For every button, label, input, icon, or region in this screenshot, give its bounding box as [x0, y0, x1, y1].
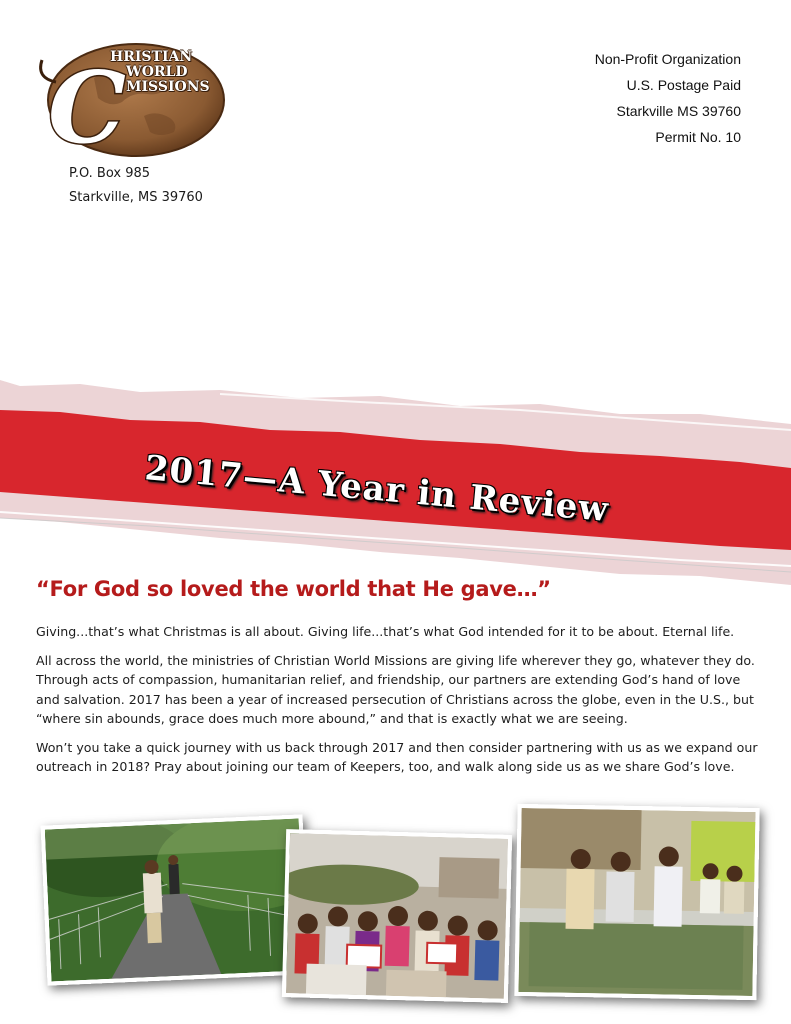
crowd-gifts-photo-icon [286, 833, 508, 999]
photo-baptism-tank [514, 804, 759, 1000]
paragraph-2: All across the world, the ministries of Christian World Missions are giving life wherever they go, whatever they do. Through acts of compassion, humanitarian relief, and friendship, our partners are extending God’s hand of love and salvation. 2017 has been a year of increased persecution of Christians across the globe, even in the U.S., but “where sin abounds, grace does much more abound,” and that is exactly what we are seeing. [36, 652, 755, 726]
paragraph-1: Giving...that’s what Christmas is all about. Giving life...that’s what God intended for it to be about. Eternal life. [36, 624, 735, 639]
indicia-line4: Permit No. 10 [655, 129, 741, 145]
photo-suspension-bridge [41, 814, 310, 985]
suspension-bridge-photo-icon [45, 819, 305, 982]
return-address-line1: P.O. Box 985 [69, 166, 151, 181]
indicia-line2: U.S. Postage Paid [626, 77, 741, 93]
logo-word-christian: HRISTIAN [110, 49, 193, 65]
headline-quote: “For God so loved the world that He gave…” [36, 577, 551, 601]
return-address [69, 162, 203, 210]
letter-body [36, 622, 760, 786]
postage-indicia [595, 46, 741, 150]
organization-logo [34, 38, 226, 160]
indicia-line3: Starkville MS 39760 [616, 103, 741, 119]
logo-word-world: WORLD [126, 64, 188, 80]
logo-word-missions: MISSIONS [126, 79, 210, 95]
photo-crowd-with-gifts [282, 829, 512, 1003]
banner-title: 2017—A Year in Review [143, 448, 611, 531]
indicia-line1: Non-Profit Organization [594, 51, 741, 67]
return-address-line2: Starkville, MS 39760 [69, 190, 203, 205]
baptism-tank-photo-icon [518, 808, 755, 996]
paragraph-3: Won’t you take a quick journey with us back through 2017 and then consider partnering with us as we expand our outreach in 2018? Pray about joining our team of Keepers, too, and walk along side us as we share God’s love. [36, 739, 758, 774]
svg-text:C: C [48, 51, 126, 160]
